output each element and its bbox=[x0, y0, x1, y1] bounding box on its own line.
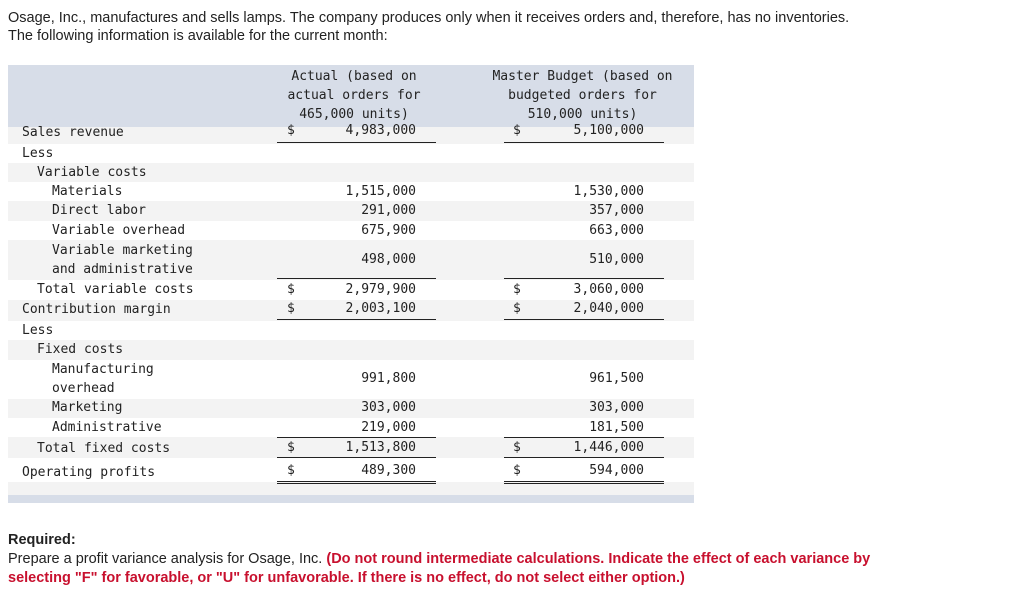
row-band bbox=[8, 321, 694, 340]
underline bbox=[504, 142, 664, 143]
label-sales-revenue: Sales revenue bbox=[22, 125, 124, 140]
row-band bbox=[8, 144, 694, 163]
actual-manufacturing-overhead: 991,800 bbox=[361, 371, 416, 386]
label-variable-marketing-2: and administrative bbox=[52, 262, 193, 277]
actual-total-fixed-costs: 1,513,800 bbox=[345, 440, 416, 455]
label-operating-profits: Operating profits bbox=[22, 465, 156, 480]
dollar-sign: $ bbox=[513, 282, 521, 297]
label-manufacturing-overhead-2: overhead bbox=[52, 381, 115, 396]
double-underline bbox=[277, 481, 436, 484]
dollar-sign: $ bbox=[287, 301, 295, 316]
label-variable-overhead: Variable overhead bbox=[52, 223, 186, 238]
budget-variable-marketing: 510,000 bbox=[589, 252, 644, 267]
dollar-sign: $ bbox=[287, 440, 295, 455]
intro-line-2: The following information is available for the current month: bbox=[8, 28, 388, 44]
required-section bbox=[8, 531, 1008, 588]
table-header bbox=[8, 65, 694, 127]
label-materials: Materials bbox=[52, 184, 123, 199]
label-administrative: Administrative bbox=[52, 420, 162, 435]
label-total-fixed-costs: Total fixed costs bbox=[37, 441, 171, 456]
dollar-sign: $ bbox=[513, 463, 521, 478]
actual-total-variable-costs: 2,979,900 bbox=[345, 282, 416, 297]
underline bbox=[504, 319, 664, 320]
actual-header-line-2: actual orders for bbox=[287, 88, 421, 103]
label-contribution-margin: Contribution margin bbox=[22, 302, 171, 317]
label-variable-marketing-1: Variable marketing bbox=[52, 243, 193, 258]
actual-header-line-1: Actual (based on bbox=[291, 69, 417, 84]
budget-total-fixed-costs: 1,446,000 bbox=[573, 440, 644, 455]
underline bbox=[504, 457, 664, 458]
budget-manufacturing-overhead: 961,500 bbox=[589, 371, 644, 386]
table-footer-bar bbox=[8, 495, 694, 503]
label-fixed-costs: Fixed costs bbox=[37, 342, 124, 357]
dollar-sign: $ bbox=[287, 123, 295, 138]
label-variable-costs: Variable costs bbox=[37, 165, 147, 180]
actual-marketing: 303,000 bbox=[361, 400, 416, 415]
actual-direct-labor: 291,000 bbox=[361, 203, 416, 218]
actual-administrative: 219,000 bbox=[361, 420, 416, 435]
intro-line-1: Osage, Inc., manufactures and sells lamps. The company produces only when it receives orders and, therefore, has no inventories. bbox=[8, 10, 850, 26]
budget-marketing: 303,000 bbox=[589, 400, 644, 415]
underline bbox=[504, 278, 664, 279]
label-less: Less bbox=[22, 323, 54, 338]
actual-operating-profits: 489,300 bbox=[361, 463, 416, 478]
actual-column-header bbox=[264, 67, 444, 124]
intro-text bbox=[8, 9, 1008, 45]
budget-total-variable-costs: 3,060,000 bbox=[573, 282, 644, 297]
budget-sales-revenue: 5,100,000 bbox=[573, 123, 644, 138]
actual-variable-marketing: 498,000 bbox=[361, 252, 416, 267]
label-marketing: Marketing bbox=[52, 400, 123, 415]
budget-administrative: 181,500 bbox=[589, 420, 644, 435]
underline bbox=[504, 437, 664, 438]
budget-materials: 1,530,000 bbox=[573, 184, 644, 199]
underline bbox=[277, 278, 436, 279]
underline bbox=[277, 437, 436, 438]
label-manufacturing-overhead-1: Manufacturing bbox=[52, 362, 154, 377]
underline bbox=[277, 142, 436, 143]
budget-table bbox=[8, 65, 694, 503]
dollar-sign: $ bbox=[513, 123, 521, 138]
underline bbox=[277, 457, 436, 458]
dollar-sign: $ bbox=[287, 282, 295, 297]
required-instructions bbox=[8, 550, 1008, 569]
budget-header-line-1: Master Budget (based on bbox=[492, 69, 673, 84]
budget-header-line-2: budgeted orders for bbox=[508, 88, 657, 103]
required-text: Prepare a profit variance analysis for Osage, Inc. bbox=[8, 551, 327, 567]
required-note-1: (Do not round intermediate calculations. Indicate the effect of each variance by bbox=[326, 551, 871, 567]
budget-header-line-3: 510,000 units) bbox=[527, 107, 638, 122]
label-less: Less bbox=[22, 146, 54, 161]
budget-contribution-margin: 2,040,000 bbox=[573, 301, 644, 316]
underline bbox=[277, 319, 436, 320]
actual-contribution-margin: 2,003,100 bbox=[345, 301, 416, 316]
dollar-sign: $ bbox=[287, 463, 295, 478]
dollar-sign: $ bbox=[513, 301, 521, 316]
label-direct-labor: Direct labor bbox=[52, 203, 146, 218]
budget-operating-profits: 594,000 bbox=[589, 463, 644, 478]
required-note-2: selecting "F" for favorable, or "U" for unfavorable. If there is no effect, do not select either option.) bbox=[8, 570, 685, 586]
budget-variable-overhead: 663,000 bbox=[589, 223, 644, 238]
actual-header-line-3: 465,000 units) bbox=[299, 107, 409, 122]
actual-materials: 1,515,000 bbox=[345, 184, 416, 199]
label-total-variable-costs: Total variable costs bbox=[37, 282, 194, 297]
actual-sales-revenue: 4,983,000 bbox=[345, 123, 416, 138]
actual-variable-overhead: 675,900 bbox=[361, 223, 416, 238]
double-underline bbox=[504, 481, 664, 484]
budget-column-header bbox=[470, 67, 695, 124]
budget-direct-labor: 357,000 bbox=[589, 203, 644, 218]
dollar-sign: $ bbox=[513, 440, 521, 455]
required-title: Required: bbox=[8, 532, 76, 548]
